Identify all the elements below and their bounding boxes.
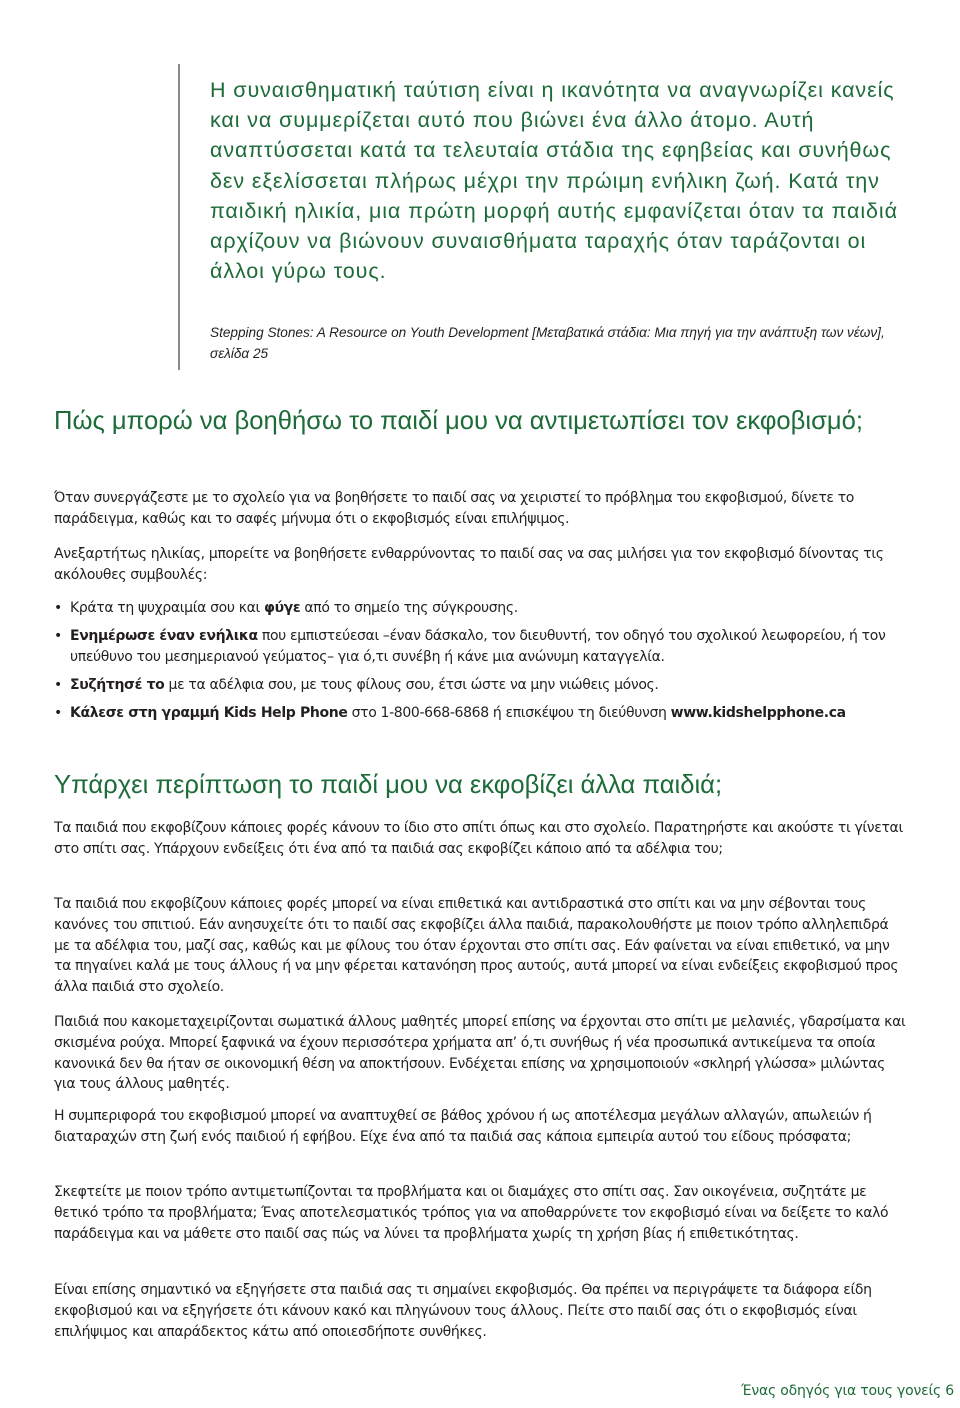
tip-text: Κράτα τη ψυχραιμία σου και xyxy=(70,600,264,616)
bullet: • xyxy=(54,676,62,693)
section-heading-bullying-child: Υπάρχει περίπτωση το παιδί μου να εκφοβίζει άλλα παιδιά; xyxy=(54,771,723,799)
list-item xyxy=(54,675,906,697)
quote-source: Stepping Stones: A Resource on Youth Development [Μεταβατικά στάδια: Μια πηγή για την ανάπτυξη των νέων], σελίδα 25 xyxy=(210,325,885,361)
bullet: • xyxy=(54,704,62,721)
tip-emphasis: φύγε xyxy=(263,600,301,616)
paragraph: Παιδιά που κακομεταχειρίζονται σωματικά άλλους μαθητές μπορεί επίσης να έρχονται στο σπίτι με μελανιές, γδαρσίματα και σκισμένα ρούχα. Μπορεί ξαφνικά να έχουν περισσότερα χρήματα απ’ ό,τι συνήθως ή νέα προσωπικά αντικείμενα τα οποία κανονικά δεν θα ήταν σε οικονομική θέση να αποκτήσουν. Ενδέχεται επίσης να χρησιμοποιούν «σκληρή γλώσσα» μιλώντας για τους άλλους μαθητές. xyxy=(54,1014,906,1093)
tip-text: που εμπιστεύεσαι –έναν δάσκαλο, τον διευθυντή, τον οδηγό του σχολικού λεωφορείου, ή τον υπεύθυνο του μεσημεριανού γεύματος– για ό,τι συνέβη ή κάνε μια ανώνυμη καταγγελία. xyxy=(70,627,886,666)
paragraph: Ανεξαρτήτως ηλικίας, μπορείτε να βοηθήσετε ενθαρρύνοντας το παιδί σας να σας μιλήσει για τον εκφοβισμό δίνοντας τις ακόλουθες συμβουλές: xyxy=(54,546,884,583)
quote-text: Η συναισθηματική ταύτιση είναι η ικανότητα να αναγνωρίζει κανείς και να συμμερίζεται αυτό που βιώνει ένα άλλο άτομο. Αυτή αναπτύσσεται κατά τα τελευταία στάδια της εφηβείας και συνήθως δεν εξελίσσεται πλήρως μέχρι την πρώιμη ενήλικη ζωή. Κατά την παιδική ηλικία, μια πρώτη μορφή αυτής εμφανίζεται όταν τα παιδιά αρχίζουν να βιώνουν συναισθήματα ταραχής όταν ταράζονται οι άλλοι γύρω τους. xyxy=(210,78,898,284)
paragraph: Η συμπεριφορά του εκφοβισμού μπορεί να αναπτυχθεί σε βάθος χρόνου ή ως αποτέλεσμα μεγάλων αλλαγών, απωλειών ή διαταραχών στη ζωή ενός παιδιού ή εφήβου. Είχε ένα από τα παιδιά σας κάποια εμπειρία αυτού του είδους πρόσφατα; xyxy=(54,1108,872,1145)
tip-text: από το σημείο της σύγκρουσης. xyxy=(300,600,518,616)
tip-text: στο 1-800-668-6868 ή επισκέψου τη διεύθυνση xyxy=(347,704,671,721)
tips-list xyxy=(54,598,906,730)
quote-block xyxy=(178,64,920,370)
paragraph: Τα παιδιά που εκφοβίζουν κάποιες φορές μπορεί να είναι επιθετικά και αντιδραστικά στο σπίτι και να μην σέβονται τους κανόνες του σπιτιού. Εάν ανησυχείτε ότι το παιδί σας εκφοβίζει άλλα παιδιά, παρακολουθήστε με ποιον τρόπο αλληλεπιδρά με τα αδέλφια του, μαζί σας, καθώς και με φίλους του όταν έρχονται στο σπίτι σας. Εάν φαίνεται να είναι επιθετικό, να μην τα πηγαίνει καλά με τους άλλους ή να μην φέρεται κατανόηση προς αυτούς, αυτά μπορεί να είναι ενδείξεις εκφοβισμού προς άλλα παιδιά στο σχολείο. xyxy=(54,896,899,996)
tip-text: με τα αδέλφια σου, με τους φίλους σου, έτσι ώστε να μην νιώθεις μόνος. xyxy=(164,676,659,693)
tip-emphasis: Συζήτησέ το xyxy=(70,676,165,693)
list-item xyxy=(54,626,906,669)
page-footer: Ένας οδηγός για τους γονείς 6 xyxy=(741,1383,954,1399)
list-item xyxy=(54,703,906,725)
bullet: • xyxy=(54,627,62,644)
paragraph: Είναι επίσης σημαντικό να εξηγήσετε στα παιδιά σας τι σημαίνει εκφοβισμός. Θα πρέπει να περιγράψετε τα διάφορα είδη εκφοβισμού και να εξηγήσετε ότι κάνουν κακό και πληγώνουν τους άλλους. Πείτε στο παιδί σας ότι ο εκφοβισμός είναι επιλήψιμος και απαράδεκτος κάτω από οποιεσδήποτε συνθήκες. xyxy=(54,1282,872,1340)
paragraph: Τα παιδιά που εκφοβίζουν κάποιες φορές κάνουν το ίδιο στο σπίτι όπως και στο σχολείο. Παρατηρήστε και ακούστε τι γίνεται στο σπίτι σας. Υπάρχουν ενδείξεις ότι ένα από τα παιδιά σας εκφοβίζει κάποιο από τα αδέλφια του; xyxy=(54,820,903,857)
tip-emphasis: Ενημέρωσε έναν ενήλικα xyxy=(70,627,258,644)
website-link[interactable]: www.kidshelpphone.ca xyxy=(670,704,846,721)
paragraph: Όταν συνεργάζεστε με το σχολείο για να βοηθήσετε το παιδί σας να χειριστεί το πρόβλημα του εκφοβισμού, δίνετε το παράδειγμα, καθώς και το σαφές μήνυμα ότι ο εκφοβισμός είναι επιλήψιμος. xyxy=(54,490,855,527)
paragraph: Σκεφτείτε με ποιον τρόπο αντιμετωπίζονται τα προβλήματα και οι διαμάχες στο σπίτι σας. Σαν οικογένεια, συζητάτε με θετικό τρόπο τα προβλήματα; Ένας αποτελεσματικός τρόπος για να αποθαρρύνετε τον εκφοβισμό είναι να δείξετε το καλό παράδειγμα και να μάθετε στο παιδί σας πώς να λύνει τα προβλήματα χωρίς τη χρήση βίας ή επιθετικότητας. xyxy=(54,1184,889,1242)
tip-emphasis: Κάλεσε στη γραμμή Kids Help Phone xyxy=(70,704,348,721)
bullet: • xyxy=(54,600,62,616)
list-item xyxy=(54,598,906,620)
section-heading-help: Πώς μπορώ να βοηθήσω το παιδί μου να αντιμετωπίσει τον εκφοβισμό; xyxy=(54,407,863,435)
